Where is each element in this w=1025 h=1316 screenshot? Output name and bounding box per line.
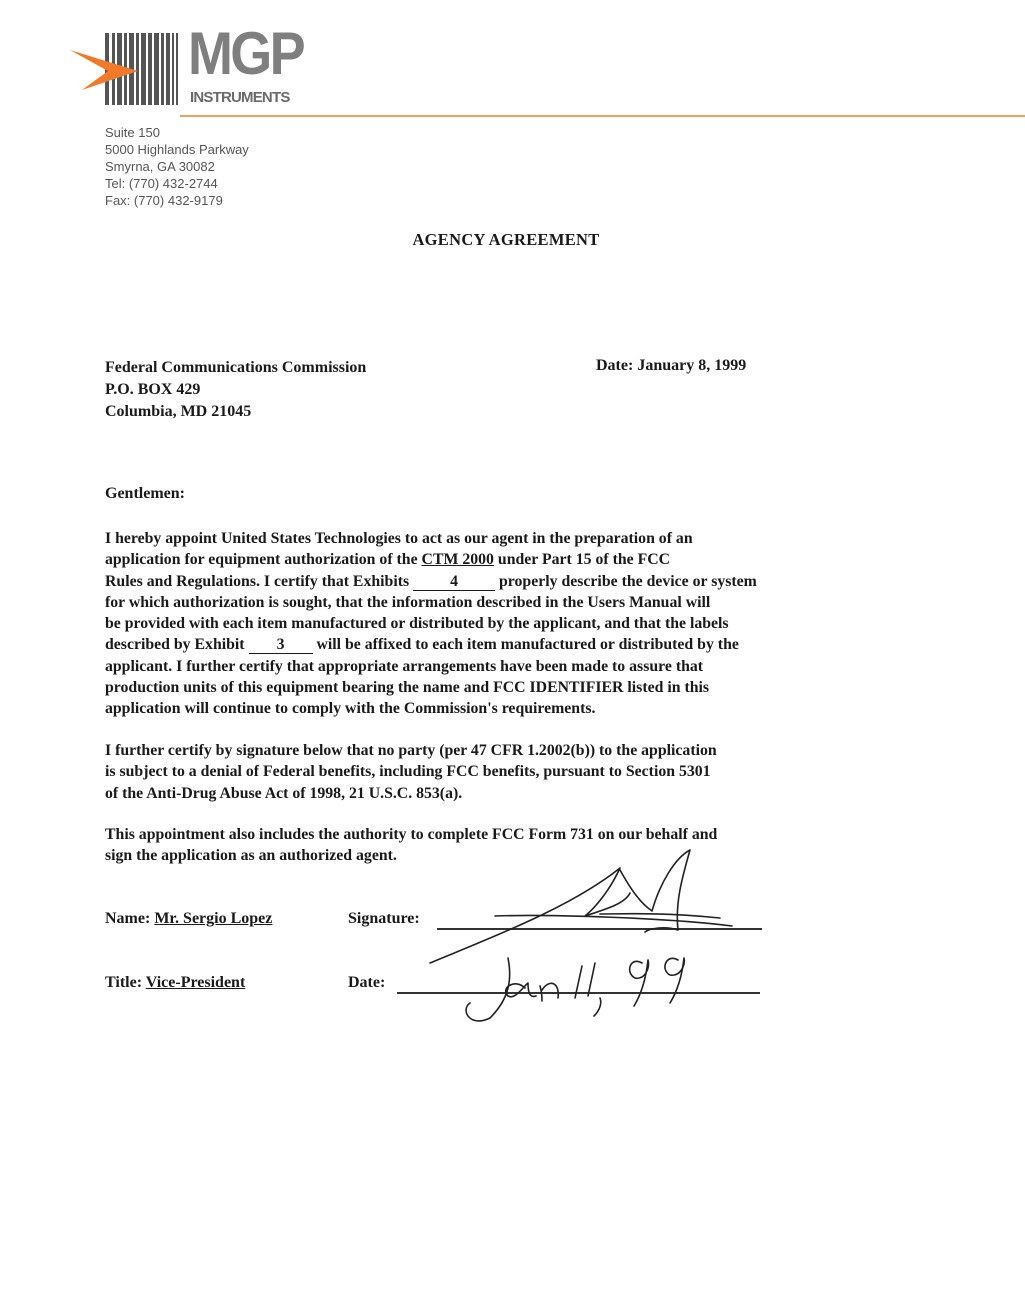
- paragraph-appointment: [105, 528, 757, 720]
- text-line: [105, 571, 757, 592]
- text-fragment: properly describe the device or system: [495, 572, 757, 590]
- recipient-address: [105, 357, 366, 423]
- recipient-line: Federal Communications Commission: [105, 359, 367, 376]
- exhibits-blank: 4: [413, 574, 495, 591]
- label-exhibit-blank: 3: [249, 637, 313, 654]
- signer-name: Mr. Sergio Lopez: [154, 910, 273, 927]
- letter-date: Date: January 8, 1999: [596, 357, 747, 374]
- recipient-line: Columbia, MD 21045: [105, 403, 252, 420]
- text-fragment: Rules and Regulations. I certify that Exhibits: [105, 572, 414, 590]
- logo-subtitle: INSTRUMENTS: [190, 89, 290, 106]
- letterhead-rule: [180, 115, 1025, 117]
- text-line: I hereby appoint United States Technologies to act as our agent in the preparation of an: [105, 530, 693, 547]
- sender-address: [105, 124, 249, 209]
- text-fragment: described by Exhibit: [105, 636, 249, 654]
- text-line: of the Anti-Drug Abuse Act of 1998, 21 U.S.C. 853(a).: [105, 784, 463, 802]
- fax-line: Fax: (770) 432-9179: [105, 193, 223, 208]
- logo-mark-icon: [68, 28, 193, 110]
- text-line: production units of this equipment bearing the name and FCC IDENTIFIER listed in this: [105, 679, 710, 697]
- text-line: [105, 549, 757, 570]
- salutation: Gentlemen:: [105, 485, 185, 502]
- signature-label: Signature:: [348, 910, 420, 927]
- text-line: application will continue to comply with the Commission's requirements.: [105, 700, 596, 718]
- text-line: I further certify by signature below that no party (per 47 CFR 1.2002(b)) to the application: [105, 742, 717, 759]
- text-line: [105, 634, 757, 655]
- text-fragment: under Part 15 of the FCC: [493, 551, 671, 569]
- title-label: Title:: [105, 974, 146, 991]
- address-line: Suite 150: [105, 125, 160, 140]
- text-line: be provided with each item manufactured or distributed by the applicant, and that the labels: [105, 615, 729, 633]
- phone-line: Tel: (770) 432-2744: [105, 176, 218, 191]
- document-title: AGENCY AGREEMENT: [412, 230, 600, 249]
- title-field: [105, 974, 245, 992]
- handwritten-signature-and-date: [420, 838, 760, 1028]
- device-name: CTM 2000: [421, 551, 494, 569]
- text-line: sign the application as an authorized agent.: [105, 847, 397, 865]
- name-field: [105, 910, 272, 928]
- company-logo: [68, 20, 318, 110]
- logo-wordmark: MGP: [188, 20, 303, 87]
- text-line: applicant. I further certify that appropriate arrangements have been made to assure that: [105, 657, 704, 675]
- text-line: is subject to a denial of Federal benefits, including FCC benefits, pursuant to Section 5301: [105, 763, 711, 781]
- paragraph-certification: [105, 740, 717, 804]
- address-line: Smyrna, GA 30082: [105, 159, 215, 174]
- recipient-line: P.O. BOX 429: [105, 381, 201, 398]
- name-label: Name:: [105, 910, 155, 927]
- signer-title: Vice-President: [145, 974, 246, 991]
- text-fragment: application for equipment authorization of the: [105, 551, 422, 569]
- address-line: 5000 Highlands Parkway: [105, 142, 249, 157]
- text-line: This appointment also includes the authority to complete FCC Form 731 on our behalf and: [105, 826, 718, 843]
- text-fragment: will be affixed to each item manufactured or distributed by the: [312, 636, 739, 654]
- text-line: for which authorization is sought, that the information described in the Users Manual will: [105, 593, 711, 611]
- date-label: Date:: [348, 974, 386, 991]
